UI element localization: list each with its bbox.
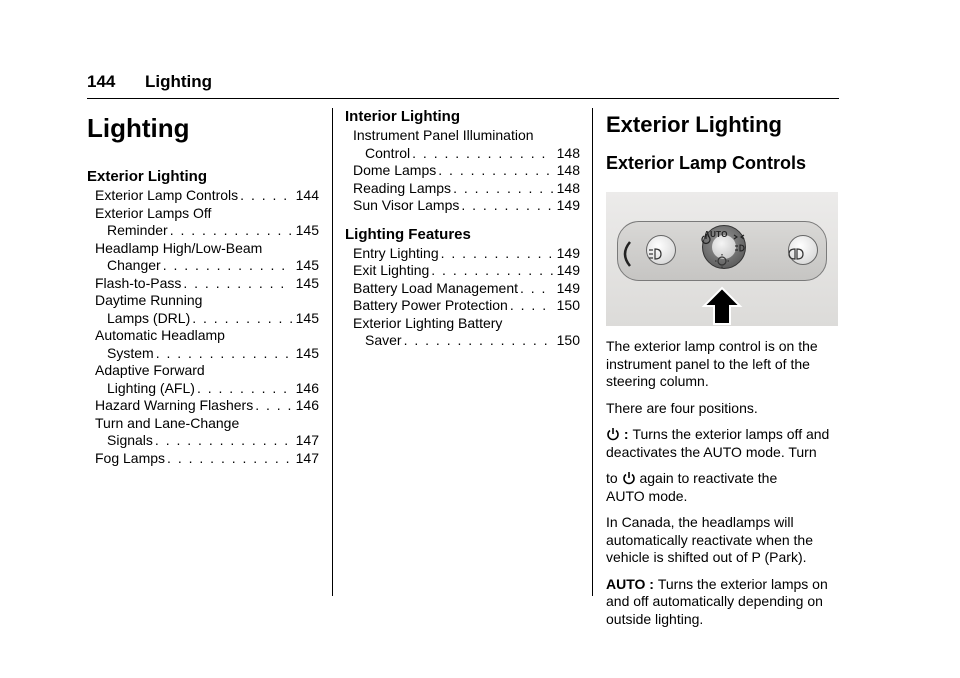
toc-page-number: 146 bbox=[295, 397, 319, 413]
auto-term: AUTO : bbox=[606, 575, 658, 592]
toc-list-exterior bbox=[87, 187, 319, 467]
reactivate-end: AUTO mode. bbox=[606, 487, 688, 504]
toc-leader-dots bbox=[453, 180, 553, 198]
toc-page-number: 144 bbox=[295, 187, 319, 203]
off-term-separator: : bbox=[620, 426, 633, 442]
toc-entry bbox=[345, 262, 580, 280]
toc-entry bbox=[345, 127, 580, 162]
toc-entry bbox=[87, 327, 319, 362]
toc-leader-dots bbox=[461, 197, 552, 215]
toc-leader-dots bbox=[431, 262, 552, 280]
auto-description: Turns the exterior lamps on and off automatically depending on outside lighting. bbox=[606, 575, 828, 627]
toc-leader-dots bbox=[441, 245, 553, 263]
knob-label-auto: AUTO bbox=[704, 230, 728, 239]
paragraph-location: The exterior lamp control is on the instrument panel to the left of the steering column. bbox=[606, 338, 818, 389]
fog-lamp-icon bbox=[789, 249, 803, 259]
toc-page-number: 149 bbox=[556, 197, 580, 213]
toc-leader-dots bbox=[412, 145, 553, 163]
toc-entry-label: Reminder bbox=[107, 222, 168, 238]
toc-page-number: 146 bbox=[295, 379, 319, 396]
toc-entry-label: Automatic Headlamp bbox=[95, 327, 225, 343]
toc-leader-dots bbox=[510, 297, 553, 315]
toc-entry-label: Exit Lighting bbox=[353, 262, 430, 278]
headlamp-icon bbox=[735, 245, 744, 251]
toc-entry-label: Reading Lamps bbox=[353, 179, 452, 196]
toc-page-number: 145 bbox=[295, 274, 319, 291]
toc-entry bbox=[345, 162, 580, 180]
toc-entry-label: Headlamp High/Low-Beam bbox=[95, 239, 263, 256]
toc-entry-line bbox=[345, 262, 580, 280]
toc-entry bbox=[87, 397, 319, 415]
toc-entry-line bbox=[87, 450, 319, 468]
toc-entry-label: Daytime Running bbox=[95, 292, 203, 308]
toc-entry bbox=[345, 197, 580, 215]
toc-entry bbox=[87, 205, 319, 240]
toc-entry-line bbox=[87, 275, 319, 293]
paragraph-auto bbox=[606, 576, 841, 629]
toc-list-interior bbox=[345, 127, 580, 215]
toc-leader-dots bbox=[183, 275, 291, 293]
toc-page-number: 147 bbox=[295, 449, 319, 466]
toc-entry-label: Adaptive Forward bbox=[95, 362, 205, 378]
toc-entry-label: Battery Power Protection bbox=[353, 297, 508, 313]
toc-entry bbox=[87, 240, 319, 275]
toc-entry-label: Lamps (DRL) bbox=[107, 309, 191, 326]
toc-leader-dots bbox=[438, 162, 552, 180]
toc-entry-label: Exterior Lamp Controls bbox=[95, 187, 239, 203]
toc-page-number: 148 bbox=[556, 144, 580, 161]
toc-entry-line bbox=[345, 280, 580, 298]
toc-entry-label: Changer bbox=[107, 257, 161, 273]
toc-entry-label: Lighting (AFL) bbox=[107, 379, 195, 396]
toc-leader-dots bbox=[170, 222, 292, 240]
toc-entry-line bbox=[345, 332, 580, 350]
toc-leader-dots bbox=[156, 345, 292, 363]
parking-lamp-icon bbox=[734, 235, 744, 239]
subsection-title: Exterior Lamp Controls bbox=[606, 153, 807, 173]
toc-entry-line bbox=[345, 197, 580, 215]
toc-column-2 bbox=[345, 108, 580, 350]
column-divider bbox=[332, 108, 333, 596]
power-icon bbox=[606, 427, 620, 441]
toc-entry-line bbox=[345, 145, 580, 163]
toc-entry-line bbox=[87, 397, 319, 415]
toc-page-number: 149 bbox=[556, 244, 580, 261]
toc-entry bbox=[345, 245, 580, 263]
chapter-title: Lighting bbox=[87, 113, 190, 143]
toc-entry bbox=[87, 362, 319, 397]
toc-entry-label: Fog Lamps bbox=[95, 449, 166, 466]
reactivate-prefix: to bbox=[606, 470, 622, 486]
toc-heading-features: Lighting Features bbox=[345, 225, 471, 243]
toc-page-number: 145 bbox=[295, 344, 319, 361]
reactivate-suffix: again to reactivate the bbox=[635, 470, 778, 486]
toc-page-number: 148 bbox=[556, 179, 580, 196]
toc-leader-dots bbox=[192, 310, 291, 328]
power-icon bbox=[702, 234, 710, 243]
toc-entry-line bbox=[87, 380, 319, 398]
toc-leader-dots bbox=[197, 380, 292, 398]
off-description: Turns the exterior lamps off and deactivates the AUTO mode. Turn bbox=[606, 426, 830, 460]
toc-entry-label: Saver bbox=[365, 332, 402, 348]
toc-page-number: 149 bbox=[556, 262, 580, 278]
toc-entry bbox=[345, 180, 580, 198]
toc-page-number: 150 bbox=[556, 297, 580, 313]
toc-leader-dots bbox=[404, 332, 553, 350]
toc-entry-label: Instrument Panel Illumination bbox=[353, 127, 534, 143]
toc-list-features bbox=[345, 245, 580, 350]
toc-entry-label: Signals bbox=[107, 432, 153, 448]
toc-entry-label: Dome Lamps bbox=[353, 162, 437, 178]
toc-entry-label: Exterior Lamps Off bbox=[95, 204, 212, 221]
toc-entry bbox=[345, 315, 580, 350]
toc-leader-dots bbox=[520, 280, 553, 298]
toc-column-1 bbox=[87, 108, 319, 467]
toc-leader-dots bbox=[167, 450, 292, 468]
headlamp-icon bbox=[649, 249, 661, 259]
toc-page-number: 148 bbox=[556, 162, 580, 178]
toc-page-number: 150 bbox=[556, 332, 580, 348]
toc-entry-line bbox=[345, 162, 580, 180]
running-title: Lighting bbox=[145, 72, 213, 91]
toc-entry-label: Control bbox=[365, 144, 411, 161]
toc-entry bbox=[345, 297, 580, 315]
toc-page-number: 145 bbox=[295, 222, 319, 238]
toc-entry-line bbox=[87, 432, 319, 450]
toc-entry-label: Hazard Warning Flashers bbox=[95, 397, 254, 413]
toc-heading-exterior: Exterior Lighting bbox=[87, 168, 207, 185]
section-title: Exterior Lighting bbox=[606, 112, 782, 137]
toc-entry-label: Sun Visor Lamps bbox=[353, 197, 460, 213]
toc-page-number: 145 bbox=[295, 309, 319, 326]
toc-entry-line bbox=[87, 187, 319, 205]
toc-leader-dots bbox=[155, 432, 292, 450]
page-header bbox=[87, 72, 839, 99]
exterior-lamp-control-photo bbox=[606, 192, 838, 326]
toc-entry-line bbox=[345, 297, 580, 315]
toc-heading-interior: Interior Lighting bbox=[345, 108, 460, 125]
toc-leader-dots bbox=[163, 257, 292, 275]
toc-entry-label: Battery Load Management bbox=[353, 279, 518, 296]
toc-entry-line bbox=[345, 245, 580, 263]
light-icon bbox=[715, 254, 729, 268]
column-divider bbox=[592, 108, 593, 596]
toc-entry-label: Turn and Lane-Change bbox=[95, 414, 240, 431]
toc-entry-line bbox=[87, 310, 319, 328]
toc-entry-label: Entry Lighting bbox=[353, 244, 439, 261]
toc-leader-dots bbox=[255, 397, 291, 415]
toc-entry-label: Flash-to-Pass bbox=[95, 274, 182, 291]
toc-entry bbox=[87, 292, 319, 327]
toc-page-number: 145 bbox=[295, 257, 319, 273]
toc-leader-dots bbox=[240, 187, 291, 205]
toc-entry bbox=[345, 280, 580, 298]
paragraph-reactivate bbox=[606, 470, 841, 505]
paragraph-off-position bbox=[606, 426, 841, 461]
power-icon bbox=[622, 471, 636, 485]
content-column bbox=[606, 108, 841, 637]
paragraph-canada: In Canada, the headlamps will automatically reactivate when the vehicle is shifted out of P (Park). bbox=[606, 514, 813, 565]
toc-entry bbox=[87, 275, 319, 293]
toc-entry-label: System bbox=[107, 344, 154, 361]
toc-entry bbox=[87, 187, 319, 205]
toc-page-number: 147 bbox=[295, 432, 319, 448]
toc-entry-line bbox=[87, 222, 319, 240]
toc-entry-line bbox=[345, 180, 580, 198]
toc-page-number: 149 bbox=[556, 279, 580, 296]
toc-entry-line bbox=[87, 345, 319, 363]
paragraph-positions: There are four positions. bbox=[606, 399, 758, 416]
toc-entry bbox=[87, 415, 319, 450]
toc-entry bbox=[87, 450, 319, 468]
page-number: 144 bbox=[87, 72, 116, 91]
toc-entry-line bbox=[87, 257, 319, 275]
toc-entry-label: Exterior Lighting Battery bbox=[353, 314, 503, 331]
up-arrow-icon bbox=[704, 288, 740, 324]
